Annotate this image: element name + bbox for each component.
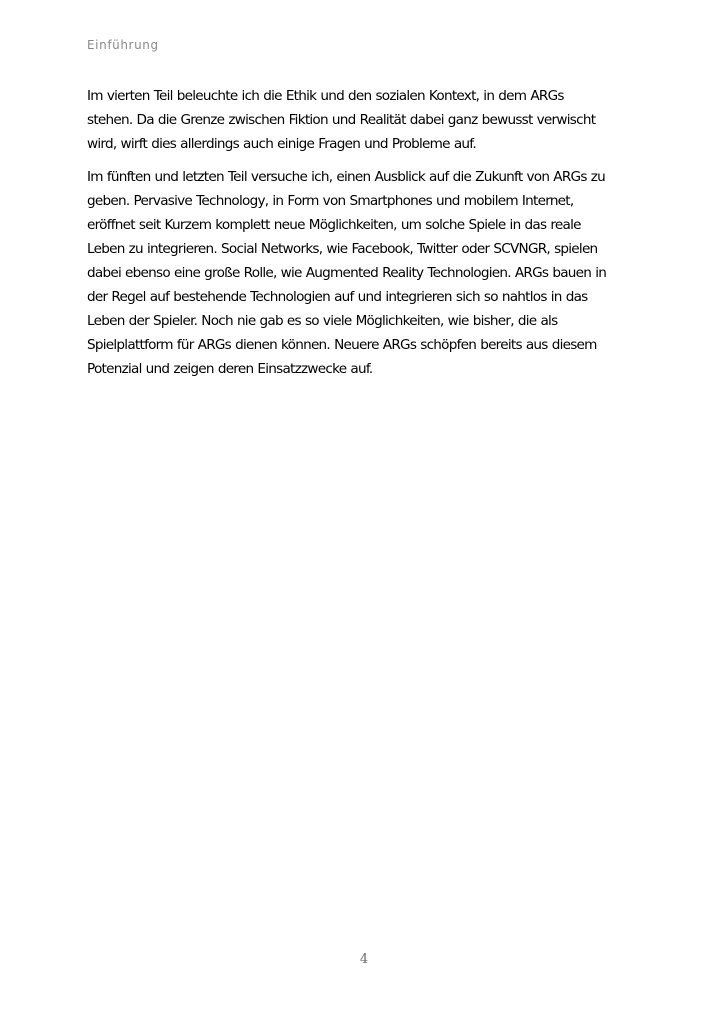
- text-line: dabei ebenso eine große Rolle, wie Augmented Reality Technologien. ARGs bauen in: [87, 265, 607, 281]
- running-header: Einführung: [87, 38, 159, 52]
- text-line: Leben zu integrieren. Social Networks, wie Facebook, Twitter oder SCVNGR, spielen: [87, 241, 598, 257]
- text-line: Im fünften und letzten Teil versuche ich, einen Ausblick auf die Zukunft von ARGs zu: [87, 169, 605, 185]
- paragraph: [87, 84, 652, 156]
- text-line: stehen. Da die Grenze zwischen Fiktion und Realität dabei ganz bewusst verwischt: [87, 112, 596, 128]
- text-line: Im vierten Teil beleuchte ich die Ethik und den sozialen Kontext, in dem ARGs: [87, 88, 564, 104]
- body-text: [87, 84, 652, 390]
- paragraph: [87, 165, 652, 381]
- text-line: Leben der Spieler. Noch nie gab es so viele Möglichkeiten, wie bisher, die als: [87, 313, 558, 329]
- text-line: geben. Pervasive Technology, in Form von Smartphones und mobilem Internet,: [87, 193, 574, 209]
- text-line: wird, wirft dies allerdings auch einige Fragen und Probleme auf.: [87, 136, 476, 152]
- text-line: eröffnet seit Kurzem komplett neue Möglichkeiten, um solche Spiele in das reale: [87, 217, 581, 233]
- text-line: der Regel auf bestehende Technologien auf und integrieren sich so nahtlos in das: [87, 289, 588, 305]
- page-number: 4: [359, 952, 369, 967]
- text-line: Spielplattform für ARGs dienen können. Neuere ARGs schöpfen bereits aus diesem: [87, 337, 597, 353]
- text-line: Potenzial und zeigen deren Einsatzzwecke auf.: [87, 361, 373, 377]
